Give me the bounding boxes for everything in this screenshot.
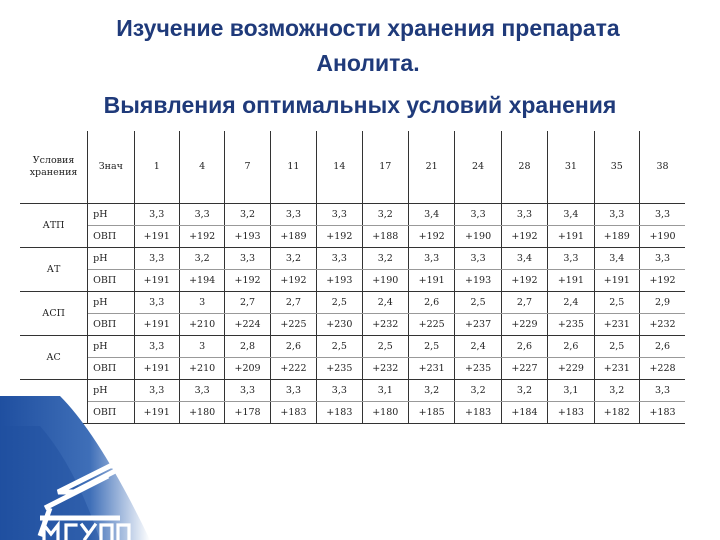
value-cell: +191: [134, 226, 179, 248]
value-cell: 2,7: [270, 292, 316, 314]
value-cell: +192: [179, 226, 224, 248]
param-cell: ОВП: [88, 270, 134, 292]
value-cell: 3,3: [270, 380, 316, 402]
value-cell: 3,1: [362, 380, 408, 402]
value-cell: +183: [455, 402, 501, 424]
value-cell: 3,3: [134, 204, 179, 226]
value-cell: +192: [639, 270, 685, 292]
value-cell: +229: [548, 358, 594, 380]
value-cell: 2,5: [594, 292, 639, 314]
table-row: [20, 204, 685, 226]
header-day-4: 4: [179, 131, 224, 204]
table-row: [20, 292, 685, 314]
value-cell: +183: [317, 402, 362, 424]
value-cell: 3,2: [225, 204, 270, 226]
value-cell: +225: [408, 314, 454, 336]
param-cell: рН: [88, 204, 134, 226]
value-cell: 3,4: [548, 204, 594, 226]
value-cell: 3,3: [134, 380, 179, 402]
value-cell: 3,3: [455, 248, 501, 270]
value-cell: +225: [270, 314, 316, 336]
value-cell: 2,5: [408, 336, 454, 358]
university-logo: [0, 396, 170, 540]
value-cell: +232: [362, 358, 408, 380]
param-cell: рН: [88, 380, 134, 402]
value-cell: +232: [362, 314, 408, 336]
value-cell: +191: [134, 314, 179, 336]
value-cell: +191: [548, 270, 594, 292]
header-day-11: 11: [270, 131, 316, 204]
value-cell: +210: [179, 358, 224, 380]
table-row: [20, 336, 685, 358]
value-cell: +237: [455, 314, 501, 336]
value-cell: +192: [408, 226, 454, 248]
table-row: [20, 226, 685, 248]
value-cell: +180: [179, 402, 224, 424]
param-cell: ОВП: [88, 226, 134, 248]
value-cell: 3,2: [270, 248, 316, 270]
value-cell: +190: [455, 226, 501, 248]
header-day-21: 21: [408, 131, 454, 204]
param-cell: ОВП: [88, 402, 134, 424]
value-cell: 2,6: [548, 336, 594, 358]
value-cell: 3,3: [134, 248, 179, 270]
value-cell: +224: [225, 314, 270, 336]
value-cell: +191: [548, 226, 594, 248]
value-cell: 2,6: [270, 336, 316, 358]
header-day-7: 7: [225, 131, 270, 204]
value-cell: 3,3: [455, 204, 501, 226]
param-cell: рН: [88, 336, 134, 358]
condition-cell: АТП: [20, 204, 88, 248]
condition-cell: АС: [20, 336, 88, 380]
value-cell: 3,3: [179, 380, 224, 402]
value-cell: +191: [408, 270, 454, 292]
value-cell: +190: [362, 270, 408, 292]
value-cell: 2,7: [501, 292, 547, 314]
value-cell: +183: [639, 402, 685, 424]
value-cell: 2,7: [225, 292, 270, 314]
value-cell: 2,5: [455, 292, 501, 314]
value-cell: 3,3: [317, 380, 362, 402]
slide-subtitle: Выявления оптимальных условий хранения: [103, 92, 617, 118]
value-cell: 3,3: [548, 248, 594, 270]
value-cell: 3,3: [639, 204, 685, 226]
param-cell: рН: [88, 292, 134, 314]
value-cell: 3,2: [594, 380, 639, 402]
value-cell: +235: [317, 358, 362, 380]
value-cell: +210: [179, 314, 224, 336]
value-cell: +229: [501, 314, 547, 336]
value-cell: 3,2: [455, 380, 501, 402]
value-cell: 2,8: [225, 336, 270, 358]
value-cell: 3,3: [225, 380, 270, 402]
value-cell: +193: [455, 270, 501, 292]
param-cell: ОВП: [88, 358, 134, 380]
header-value: Знач: [88, 131, 134, 204]
value-cell: 3,2: [362, 248, 408, 270]
value-cell: +235: [548, 314, 594, 336]
value-cell: +192: [225, 270, 270, 292]
value-cell: 3,3: [179, 204, 224, 226]
value-cell: 2,6: [501, 336, 547, 358]
header-day-35: 35: [594, 131, 639, 204]
value-cell: +178: [225, 402, 270, 424]
value-cell: +191: [134, 402, 179, 424]
value-cell: +231: [594, 314, 639, 336]
value-cell: +191: [594, 270, 639, 292]
value-cell: +194: [179, 270, 224, 292]
value-cell: 3,3: [317, 248, 362, 270]
storage-table-container: [20, 131, 685, 424]
value-cell: +230: [317, 314, 362, 336]
value-cell: 3,3: [639, 248, 685, 270]
value-cell: +209: [225, 358, 270, 380]
value-cell: +231: [408, 358, 454, 380]
header-row: [20, 131, 685, 204]
value-cell: 3,3: [639, 380, 685, 402]
table-body: [20, 204, 685, 424]
value-cell: 3,3: [501, 204, 547, 226]
value-cell: 3,3: [270, 204, 316, 226]
value-cell: +190: [639, 226, 685, 248]
value-cell: 2,5: [362, 336, 408, 358]
value-cell: +189: [270, 226, 316, 248]
value-cell: +184: [501, 402, 547, 424]
condition-cell: АСП: [20, 292, 88, 336]
value-cell: 3,3: [317, 204, 362, 226]
header-day-31: 31: [548, 131, 594, 204]
value-cell: +227: [501, 358, 547, 380]
header-day-38: 38: [656, 161, 669, 172]
header-day-24: 24: [455, 131, 501, 204]
header-day-17: 17: [362, 131, 408, 204]
value-cell: +192: [501, 270, 547, 292]
value-cell: 3,3: [134, 292, 179, 314]
value-cell: 3,2: [408, 380, 454, 402]
storage-conditions-table: [20, 131, 685, 424]
value-cell: +231: [594, 358, 639, 380]
table-row: [20, 270, 685, 292]
value-cell: 2,6: [408, 292, 454, 314]
value-cell: +185: [408, 402, 454, 424]
value-cell: +193: [225, 226, 270, 248]
value-cell: +235: [455, 358, 501, 380]
param-cell: рН: [88, 248, 134, 270]
slide-title-line1: Изучение возможности хранения препарата: [116, 15, 620, 41]
value-cell: 2,4: [362, 292, 408, 314]
value-cell: 3,4: [594, 248, 639, 270]
value-cell: 3,2: [501, 380, 547, 402]
header-day-1: 1: [134, 131, 179, 204]
value-cell: 2,9: [639, 292, 685, 314]
value-cell: 3,3: [408, 248, 454, 270]
header-condition: Условия хранения: [20, 131, 88, 204]
value-cell: 3,2: [362, 204, 408, 226]
value-cell: +180: [362, 402, 408, 424]
condition-cell: АТ: [20, 248, 88, 292]
param-cell: ОВП: [88, 314, 134, 336]
value-cell: 3,3: [225, 248, 270, 270]
value-cell: +188: [362, 226, 408, 248]
value-cell: 2,5: [317, 292, 362, 314]
value-cell: 2,5: [594, 336, 639, 358]
value-cell: 3,4: [408, 204, 454, 226]
value-cell: +183: [548, 402, 594, 424]
value-cell: 3,2: [179, 248, 224, 270]
header-day-14: 14: [317, 131, 362, 204]
value-cell: +222: [270, 358, 316, 380]
value-cell: 3: [179, 336, 224, 358]
value-cell: +183: [270, 402, 316, 424]
value-cell: 2,5: [317, 336, 362, 358]
value-cell: 2,4: [548, 292, 594, 314]
value-cell: +232: [639, 314, 685, 336]
value-cell: 3,4: [501, 248, 547, 270]
value-cell: 3,3: [594, 204, 639, 226]
table-row: [20, 358, 685, 380]
value-cell: +182: [594, 402, 639, 424]
table-row: [20, 248, 685, 270]
table-header: [20, 131, 685, 204]
value-cell: 2,6: [639, 336, 685, 358]
slide-title-line2: Анолита.: [316, 50, 420, 76]
value-cell: +192: [317, 226, 362, 248]
header-day-28: 28: [501, 131, 547, 204]
value-cell: +193: [317, 270, 362, 292]
value-cell: +192: [501, 226, 547, 248]
table-row: [20, 314, 685, 336]
value-cell: 3,1: [548, 380, 594, 402]
value-cell: +192: [270, 270, 316, 292]
value-cell: 2,4: [455, 336, 501, 358]
value-cell: 3: [179, 292, 224, 314]
value-cell: +191: [134, 358, 179, 380]
value-cell: 3,3: [134, 336, 179, 358]
value-cell: +228: [639, 358, 685, 380]
value-cell: +189: [594, 226, 639, 248]
value-cell: +191: [134, 270, 179, 292]
